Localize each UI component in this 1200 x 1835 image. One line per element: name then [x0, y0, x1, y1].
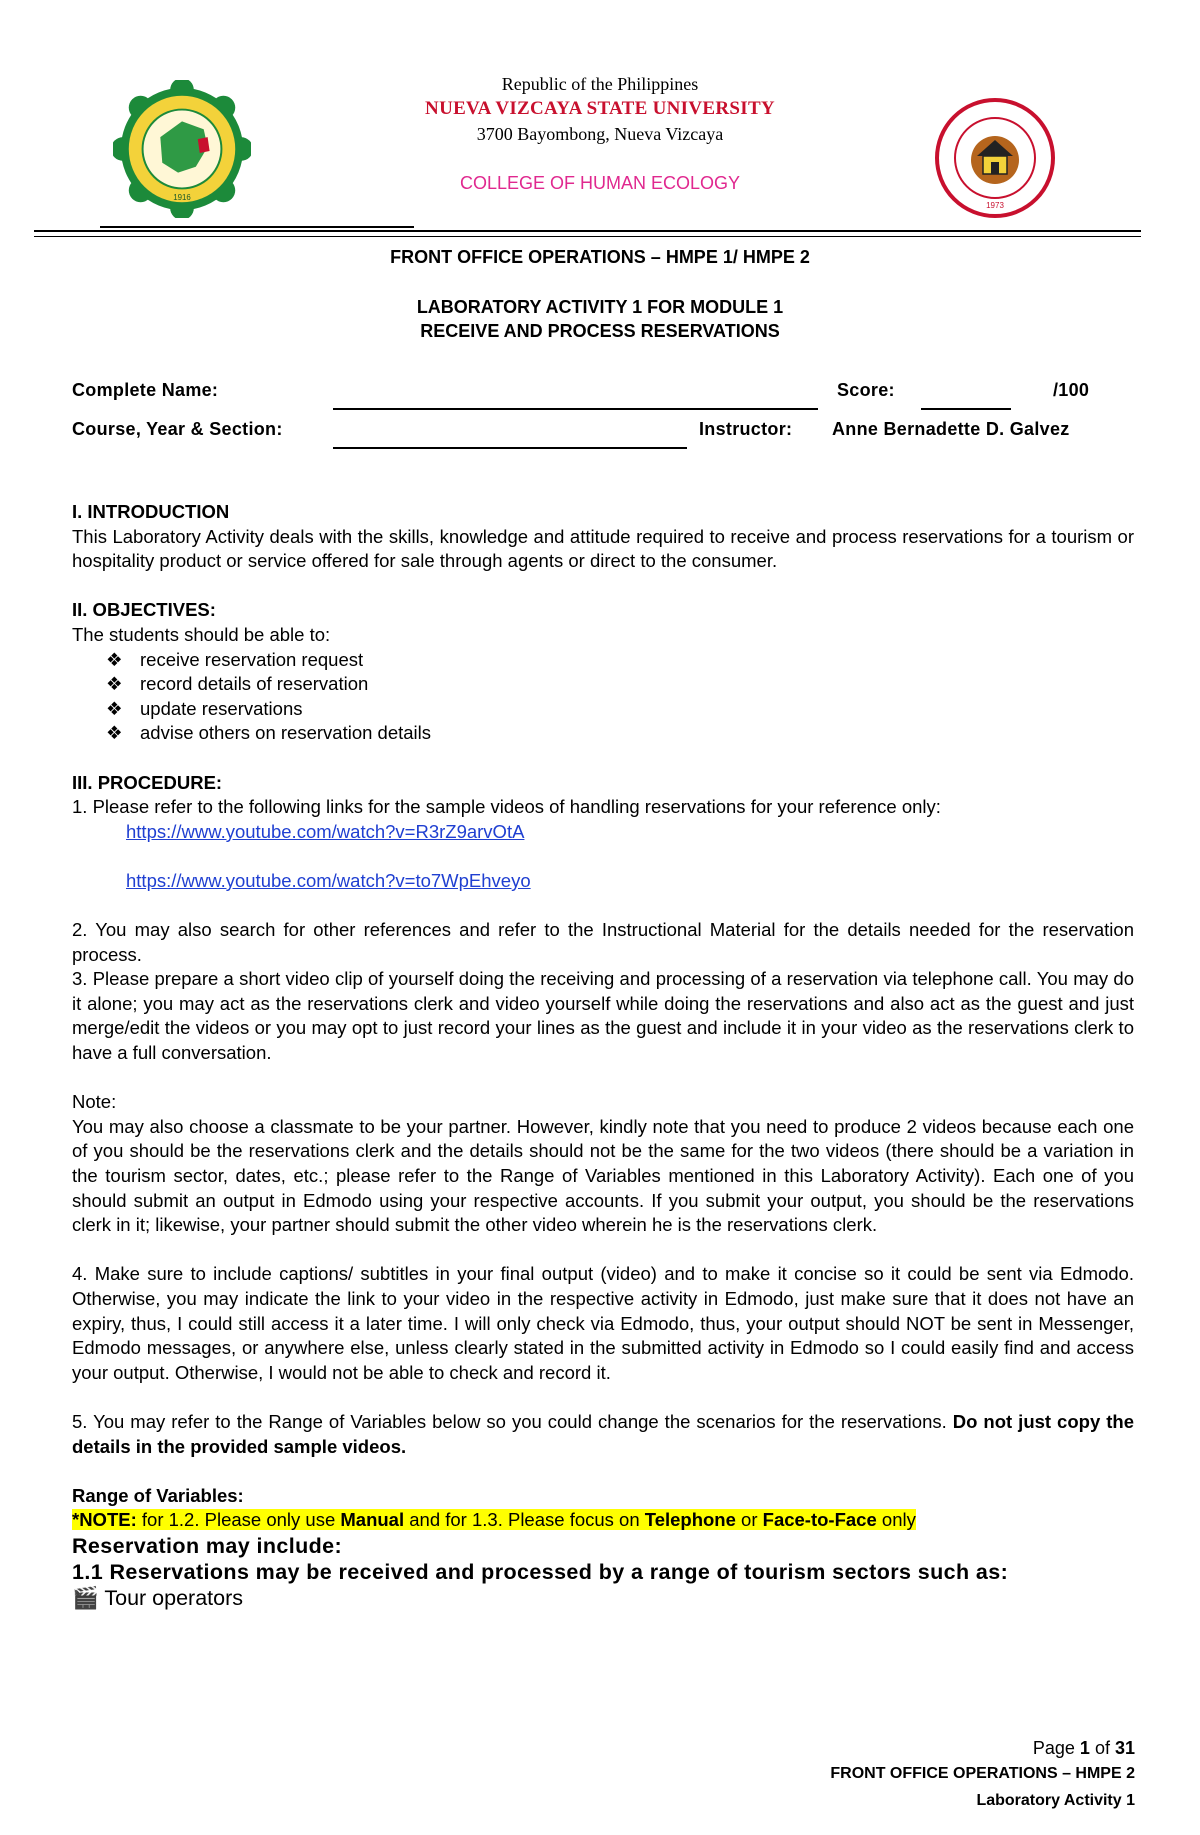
procedure-step-5: 5. You may refer to the Range of Variables below so you could change the scenarios for the reservations. Do not just copy the details in the provided sample videos.: [72, 1410, 1134, 1457]
header-rule: [34, 230, 1141, 232]
range-line-2: 1.1 Reservations may be received and processed by a range of tourism sectors such as:: [72, 1559, 1009, 1584]
video-link-2[interactable]: https://www.youtube.com/watch?v=to7WpEhveyo: [126, 869, 531, 891]
instructor-label: Instructor:: [699, 419, 793, 439]
footer-course: FRONT OFFICE OPERATIONS – HMPE 2: [830, 1765, 1135, 1782]
range-note: *NOTE: for 1.2. Please only use Manual and for 1.3. Please focus on Telephone or Face-to-Face only: [72, 1509, 916, 1531]
score-total: /100: [1053, 380, 1090, 400]
diamond-bullet-icon: ❖: [106, 722, 123, 744]
university-name: NUEVA VIZCAYA STATE UNIVERSITY: [425, 98, 775, 119]
country-line: Republic of the Philippines: [501, 74, 699, 94]
procedure-step-1: 1. Please refer to the following links for the sample videos of handling reservations for your reference only:: [72, 796, 941, 818]
college-name: COLLEGE OF HUMAN ECOLOGY: [459, 173, 741, 193]
header-accent-rule: [100, 226, 414, 228]
diamond-bullet-icon: ❖: [106, 697, 123, 719]
range-item-1: 🎬 Tour operators: [72, 1585, 244, 1610]
list-item: ❖ record details of reservation: [106, 672, 1134, 697]
intro-text: This Laboratory Activity deals with the skills, knowledge and attitude required to receive and process reservations for a tourism or hospitality product or service offered for sale through agents or direct to the consumer.: [72, 525, 1134, 572]
course-label: Course, Year & Section:: [72, 419, 283, 439]
score-field-line[interactable]: [921, 408, 1011, 410]
nvsu-seal-icon: [113, 80, 251, 218]
objectives-lead: The students should be able to:: [72, 623, 331, 645]
svg-text:1916: 1916: [173, 193, 191, 203]
procedure-step-2: 2. You may also search for other references and refer to the Instructional Material for the details needed for the reservation process.: [72, 919, 1134, 965]
objectives-heading: II. OBJECTIVES:: [72, 599, 216, 621]
score-label: Score:: [837, 380, 895, 400]
range-heading: Range of Variables:: [72, 1484, 244, 1506]
clapperboard-icon: 🎬: [72, 1585, 99, 1610]
topic-title: RECEIVE AND PROCESS RESERVATIONS: [420, 321, 780, 341]
course-field-line[interactable]: [333, 447, 687, 449]
footer-activity: Laboratory Activity 1: [976, 1792, 1135, 1809]
diamond-bullet-icon: ❖: [106, 673, 123, 695]
activity-body: [72, 500, 1134, 1611]
procedure-step-3: 3. Please prepare a short video clip of yourself doing the receiving and processing of a reservation via telephone call. You may do it alone; you may act as the reservations clerk and video yourself while doing the reservations and also act as the guest and just merge/edit the videos or you may opt to just record your lines as the guest and include it in your video as the reservations clerk to have a full conversation.: [72, 968, 1134, 1064]
svg-text:1973: 1973: [986, 201, 1004, 210]
diamond-bullet-icon: ❖: [106, 648, 123, 670]
list-item: ❖ advise others on reservation details: [106, 721, 1134, 746]
objectives-list: [72, 648, 1134, 746]
header-rule-thin: [34, 236, 1141, 237]
video-link-1[interactable]: https://www.youtube.com/watch?v=R3rZ9arvOtA: [126, 820, 525, 842]
activity-title: LABORATORY ACTIVITY 1 FOR MODULE 1: [416, 297, 784, 317]
name-label: Complete Name:: [72, 380, 219, 400]
university-address: 3700 Bayombong, Nueva Vizcaya: [476, 124, 724, 144]
note-label: Note:: [72, 1091, 117, 1113]
procedure-step-4: 4. Make sure to include captions/ subtitles in your final output (video) and to make it concise so it could be sent via Edmodo. Otherwise, you may indicate the link to your video in the respective activity in Edmodo, just make sure that it does not have an expiry, thus, I could still access it a later time. I will only check via Edmodo, thus, your output should NOT be sent in Messenger, Edmodo messages, or anywhere else, unless clearly stated in the submitted activity in Edmodo so I could easily find and access your output. Otherwise, I would not be able to check and record it.: [72, 1263, 1134, 1383]
name-field-line[interactable]: [333, 408, 818, 410]
list-item: ❖ update reservations: [106, 697, 1134, 722]
course-title: FRONT OFFICE OPERATIONS – HMPE 1/ HMPE 2: [390, 247, 810, 267]
instructor-name: Anne Bernadette D. Galvez: [832, 419, 1070, 439]
procedure-heading: III. PROCEDURE:: [72, 771, 223, 793]
list-item: ❖ receive reservation request: [106, 648, 1134, 673]
intro-heading: I. INTRODUCTION: [72, 501, 230, 522]
college-of-human-ecology-seal-icon: [933, 96, 1057, 220]
procedure-note: You may also choose a classmate to be your partner. However, kindly note that you need to produce 2 videos because each one of you should be the reservations clerk and the details should not be the same for the two videos (there should be a variation in the tourism sector, dates, etc.; please refer to the Range of Variables mentioned in this Laboratory Activity). Each one of you should submit an output in Edmodo using your respective accounts. If you submit your output, you should be the reservations clerk in it; likewise, your partner should submit the other video wherein he is the reservations clerk.: [72, 1115, 1134, 1236]
page-number: Page 1 of 31: [1032, 1738, 1135, 1758]
range-line-1: Reservation may include:: [72, 1533, 343, 1558]
